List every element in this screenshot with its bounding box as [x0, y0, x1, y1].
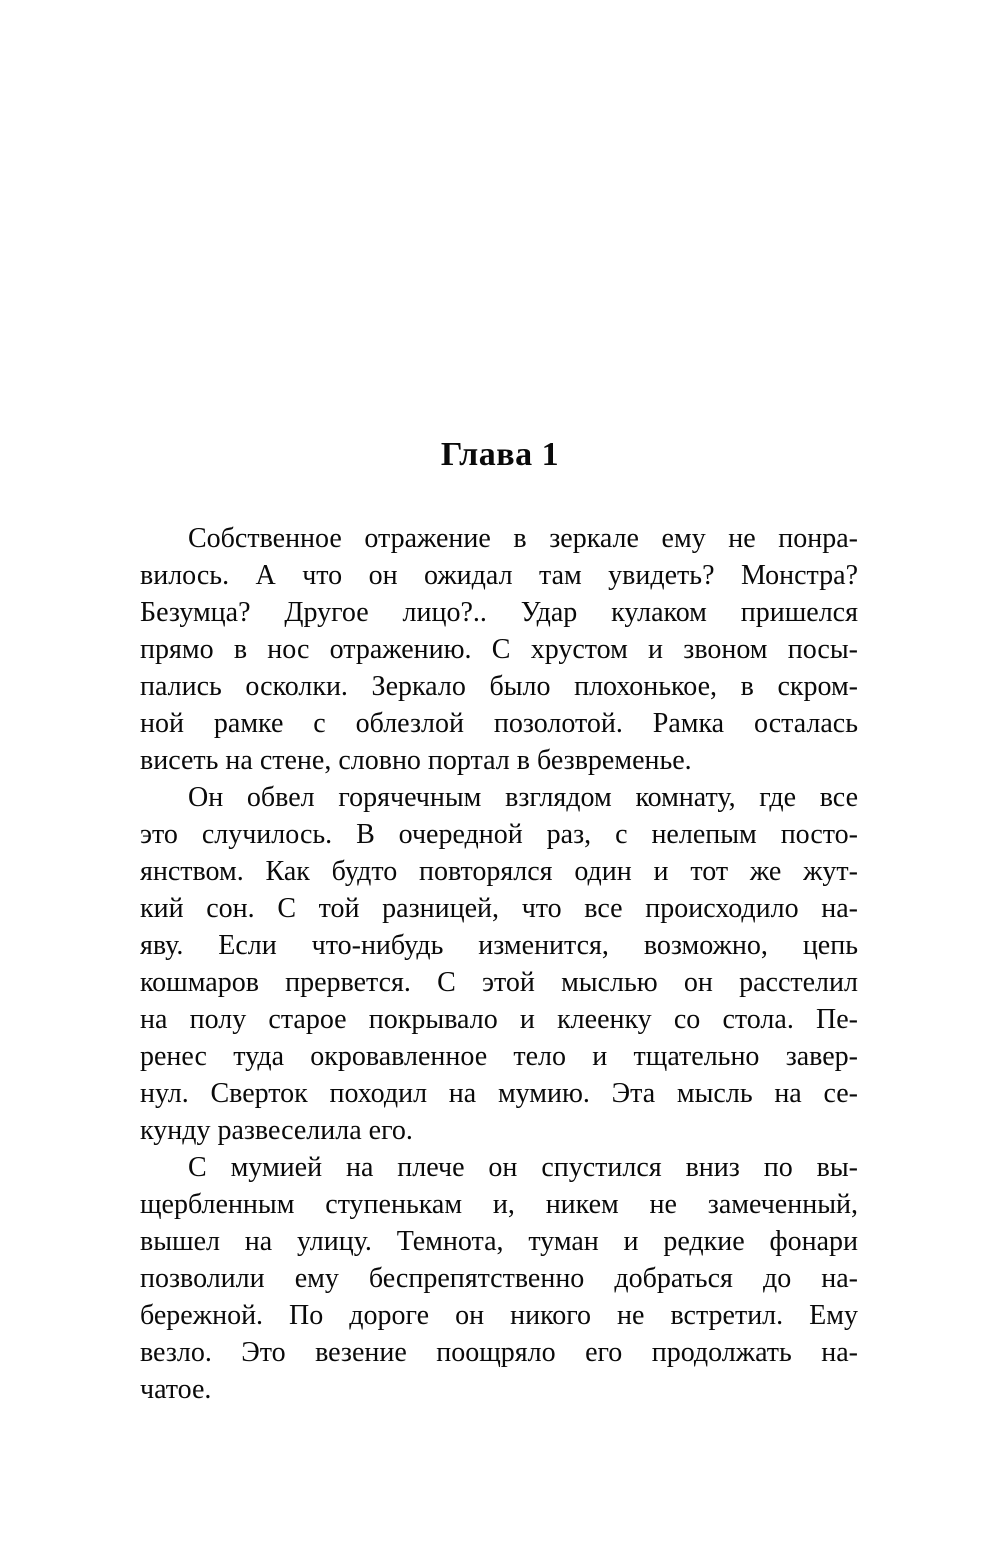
- text-line: кошмаров прервется. С этой мыслью он расстелил: [140, 967, 858, 998]
- text-line: ренес туда окровавленное тело и тщательно завер-: [140, 1041, 858, 1072]
- text-line: кунду развеселила его.: [140, 1115, 413, 1146]
- text-line: Безумца? Другое лицо?.. Удар кулаком пришелся: [140, 597, 858, 628]
- text-line: кий сон. С той разницей, что все происходило на-: [140, 893, 858, 924]
- text-line: чатое.: [140, 1374, 212, 1405]
- paragraph: [140, 520, 858, 779]
- text-line: Собственное отражение в зеркале ему не понра-: [188, 523, 858, 554]
- text-line: янством. Как будто повторялся один и тот же жут-: [140, 856, 858, 887]
- text-line: вилось. А что он ожидал там увидеть? Монстра?: [140, 560, 858, 591]
- text-line: позволили ему беспрепятственно добраться до на-: [140, 1263, 858, 1294]
- paragraph: [140, 1149, 858, 1408]
- text-line: пались осколки. Зеркало было плохонькое, в скром-: [140, 671, 858, 702]
- text-line: вышел на улицу. Темнота, туман и редкие фонари: [140, 1226, 858, 1257]
- text-line: яву. Если что-нибудь изменится, возможно, цепь: [140, 930, 858, 961]
- paragraph: [140, 779, 858, 1149]
- text-line: висеть на стене, словно портал в безвременье.: [140, 745, 692, 776]
- text-line: везло. Это везение поощряло его продолжать на-: [140, 1337, 858, 1368]
- text-line: Он обвел горячечным взглядом комнату, где все: [188, 782, 858, 813]
- chapter-heading: Глава 1: [440, 436, 560, 473]
- text-line: ной рамке с облезлой позолотой. Рамка осталась: [140, 708, 858, 739]
- text-line: прямо в нос отражению. С хрустом и звоном посы-: [140, 634, 858, 665]
- text-line: бережной. По дороге он никого не встретил. Ему: [140, 1300, 858, 1331]
- text-line: на полу старое покрывало и клеенку со стола. Пе-: [140, 1004, 858, 1035]
- text-line: нул. Сверток походил на мумию. Эта мысль на се-: [140, 1078, 858, 1109]
- text-body: [0, 520, 1000, 1408]
- text-line: щербленным ступенькам и, никем не замеченный,: [140, 1189, 858, 1220]
- text-line: это случилось. В очередной раз, с нелепым посто-: [140, 819, 858, 850]
- text-line: С мумией на плече он спустился вниз по вы-: [188, 1152, 858, 1183]
